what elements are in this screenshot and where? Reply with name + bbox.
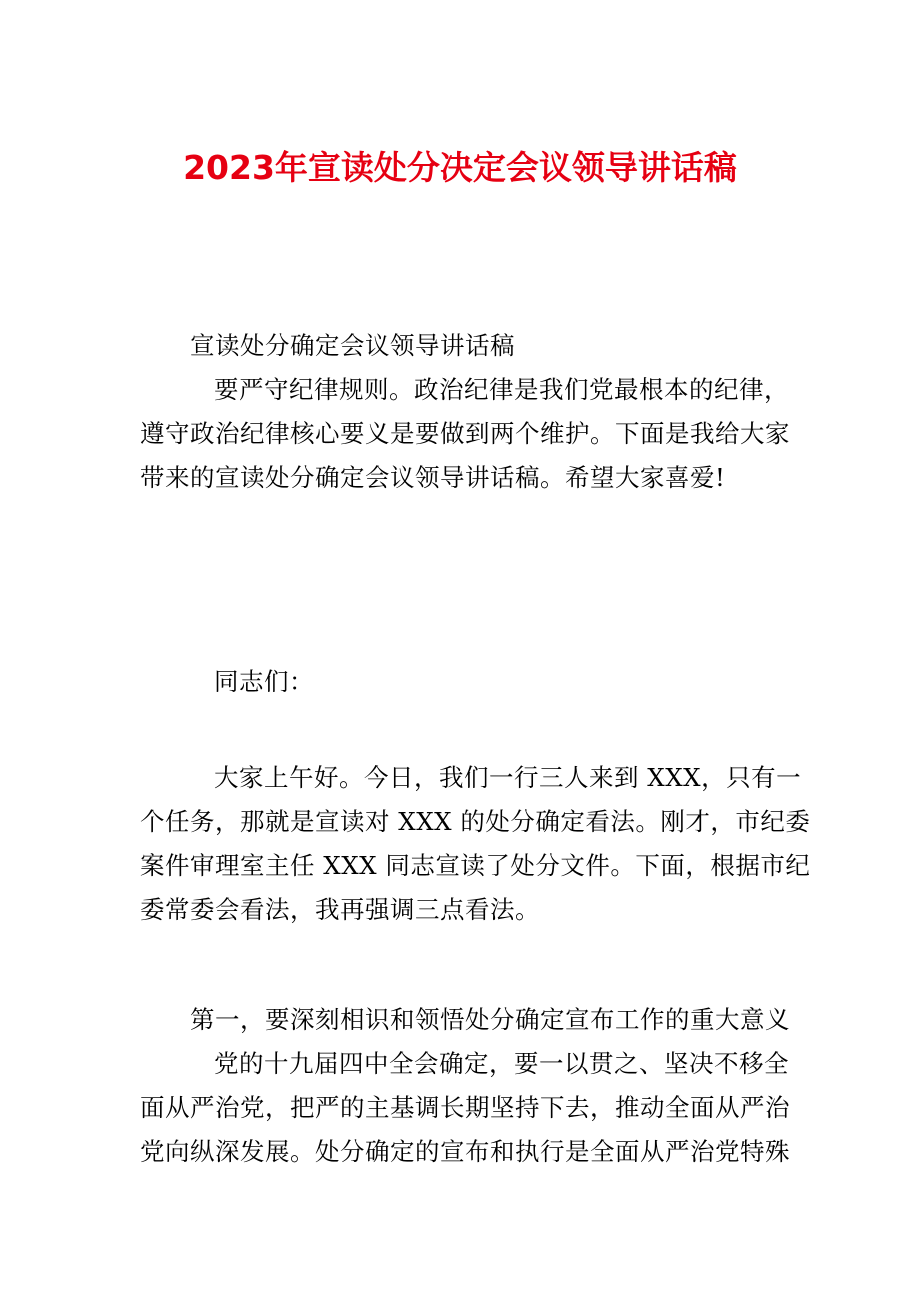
intro-line: 要严守纪律规则。政治纪律是我们党最根本的纪律， <box>214 375 789 404</box>
paragraph-line: 党向纵深发展。处分确定的宣布和执行是全面从严治党特殊 <box>140 1137 790 1166</box>
paragraph-line: 案件审理室主任 XXX 同志宣读了处分文件。下面，根据市纪 <box>140 851 811 880</box>
salutation: 同志们： <box>214 667 314 696</box>
subtitle: 宣读处分确定会议领导讲话稿 <box>190 331 515 360</box>
intro-line: 遵守政治纪律核心要义是要做到两个维护。下面是我给大家 <box>140 419 790 448</box>
subtitle-block <box>140 324 788 368</box>
salutation-block <box>140 660 788 704</box>
section-heading: 第一，要深刻相识和领悟处分确定宣布工作的重大意义 <box>190 1005 790 1034</box>
document-title: 2023年宣读处分决定会议领导讲话稿 <box>183 148 737 187</box>
section-heading-block <box>140 998 788 1042</box>
paragraph-2 <box>140 1042 788 1174</box>
intro-paragraph <box>140 368 788 500</box>
paragraph-line: 党的十九届四中全会确定，要一以贯之、坚决不移全 <box>214 1049 789 1078</box>
intro-line: 带来的宣读处分确定会议领导讲话稿。希望大家喜爱! <box>140 463 726 492</box>
paragraph-line: 面从严治党，把严的主基调长期坚持下去，推动全面从严治 <box>140 1093 790 1122</box>
paragraph-line: 大家上午好。今日，我们一行三人来到 XXX，只有一 <box>214 763 802 792</box>
paragraph-line: 个任务，那就是宣读对 XXX 的处分确定看法。刚才，市纪委 <box>140 807 811 836</box>
paragraph-1 <box>140 756 811 932</box>
paragraph-line: 委常委会看法，我再强调三点看法。 <box>140 895 540 924</box>
